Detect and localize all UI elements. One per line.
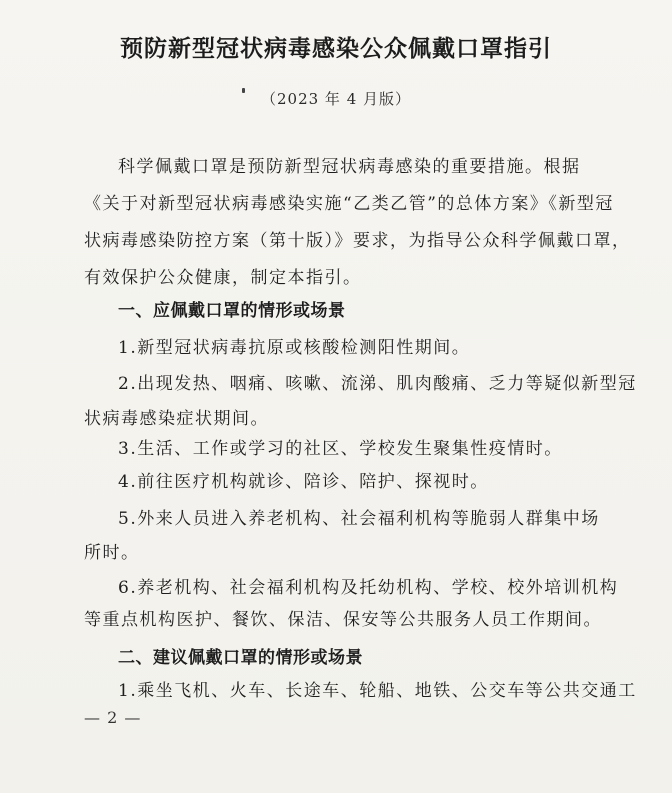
list-item: 1.新型冠状病毒抗原或核酸检测阳性期间。 <box>118 338 471 358</box>
intro-line: 《关于对新型冠状病毒感染实施“乙类乙管”的总体方案》《新型冠 <box>84 194 614 214</box>
section-heading-2: 二、建议佩戴口罩的情形或场景 <box>118 648 363 668</box>
section-heading-1: 一、应佩戴口罩的情形或场景 <box>118 301 346 321</box>
list-item: 4.前往医疗机构就诊、陪诊、陪护、探视时。 <box>118 472 489 492</box>
list-item: 6.养老机构、社会福利机构及托幼机构、学校、校外培训机构 <box>118 578 619 598</box>
list-item: 3.生活、工作或学习的社区、学校发生聚集性疫情时。 <box>118 439 563 459</box>
intro-line: 有效保护公众健康，制定本指引。 <box>84 268 362 288</box>
intro-line: 科学佩戴口罩是预防新型冠状病毒感染的重要措施。根据 <box>118 157 581 177</box>
list-item: 状病毒感染症状期间。 <box>84 409 269 429</box>
document-title: 预防新型冠状病毒感染公众佩戴口罩指引 <box>120 36 552 62</box>
list-item: 1.乘坐飞机、火车、长途车、轮船、地铁、公交车等公共交通工 <box>118 681 637 701</box>
list-item: 等重点机构医护、餐饮、保洁、保安等公共服务人员工作期间。 <box>84 610 602 630</box>
document-subtitle: （2023 年 4 月版） <box>260 90 412 108</box>
page-number: — 2 — <box>84 708 142 727</box>
list-item: 2.出现发热、咽痛、咳嗽、流涕、肌肉酸痛、乏力等疑似新型冠 <box>118 374 637 394</box>
list-item: 所时。 <box>84 543 140 563</box>
list-item: 5.外来人员进入养老机构、社会福利机构等脆弱人群集中场 <box>118 509 600 529</box>
intro-line: 状病毒感染防控方案（第十版）》要求，为指导公众科学佩戴口罩， <box>84 231 631 251</box>
